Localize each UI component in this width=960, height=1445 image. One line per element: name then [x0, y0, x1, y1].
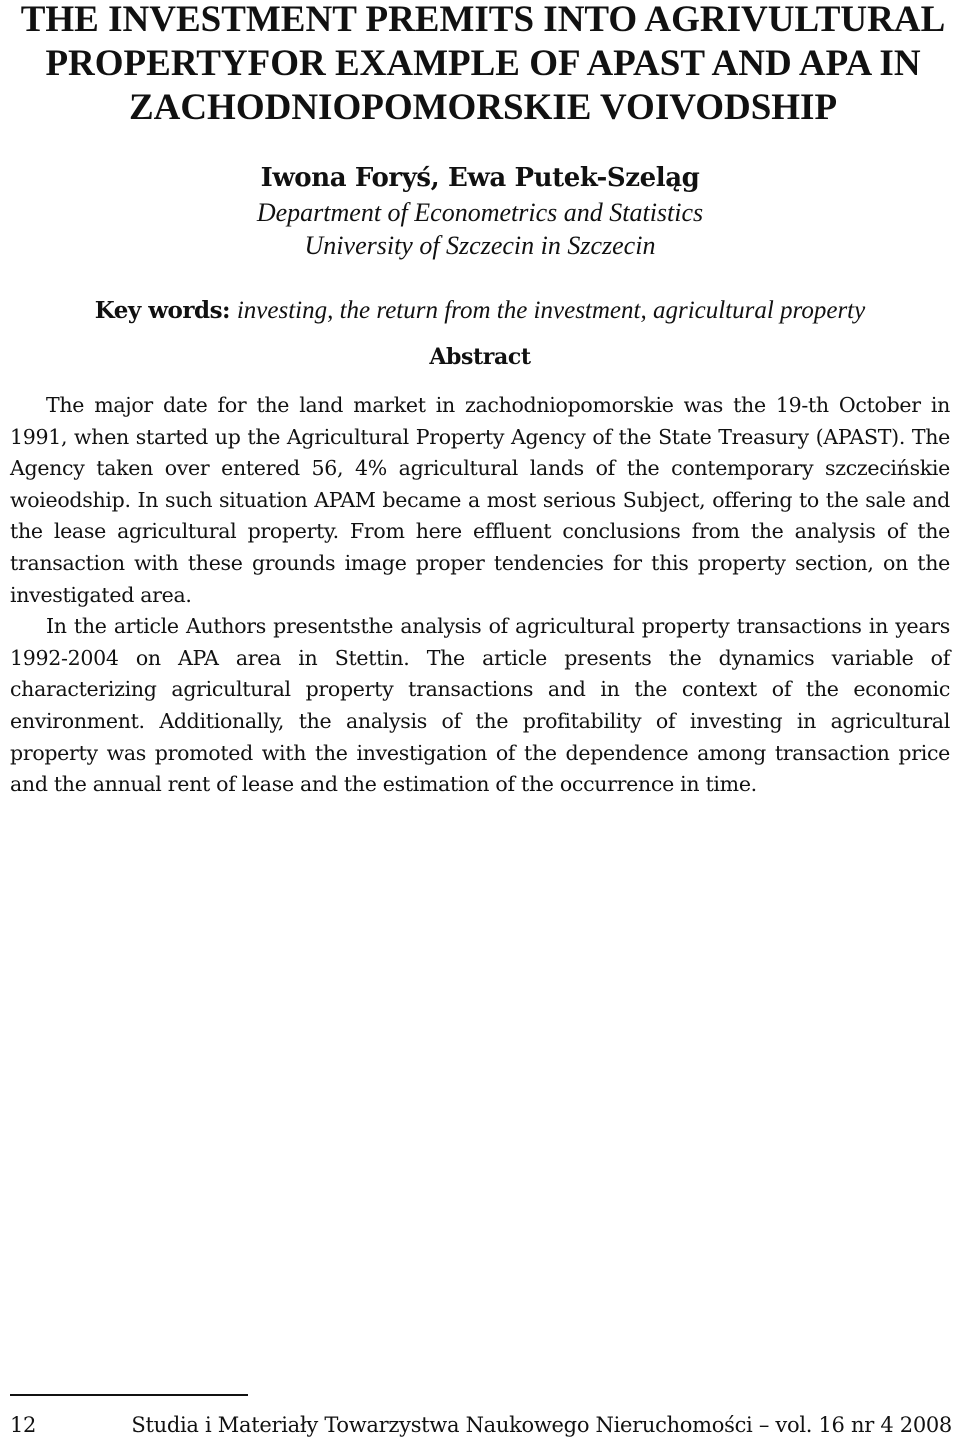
keywords-label: Key words:	[94, 297, 231, 324]
author-block	[0, 160, 960, 262]
abstract-heading: Abstract	[429, 344, 531, 370]
footer-divider	[10, 1394, 248, 1396]
page-number: 12	[10, 1413, 37, 1437]
journal-citation: Studia i Materiały Towarzystwa Naukowego Nieruchomości – vol. 16 nr 4 2008	[131, 1413, 952, 1437]
keywords-text: investing, the return from the investment, agricultural property	[236, 297, 866, 324]
affiliation-university: University of Szczecin in Szczecin	[304, 231, 656, 260]
keywords-line	[0, 296, 960, 326]
abstract-body	[10, 390, 950, 801]
abstract-paragraph: In the article Authors presentsthe analysis of agricultural property transactions in years 1992-2004 on APA area in Stettin. The article presents the dynamics variable of characterizing agricultural property transactions and in the context of the economic environment. Additionally, the analysis of the profitability of investing in agricultural property was promoted with the investigation of the dependence among transaction price and the annual rent of lease and the estimation of the occurrence in time.	[10, 614, 950, 797]
author-names: Iwona Foryś, Ewa Putek-Szeląg	[260, 163, 700, 193]
abstract-paragraph: The major date for the land market in zachodniopomorskie was the 19-th October in 1991, when started up the Agricultural Property Agency of the State Treasury (APAST). The Agency taken over entered 56, 4% agricultural lands of the contemporary szczecińskie woieodship. In such situation APAM became a most serious Subject, offering to the sale and the lease agricultural property. From here effluent conclusions from the analysis of the transaction with these grounds image proper tendencies for this property section, on the investigated area.	[10, 393, 950, 607]
paper-title: THE INVESTMENT PREMITS INTO AGRIVULTURAL PROPERTYFOR EXAMPLE OF APAST AND APA IN ZACHODNIOPOMORSKIE VOIVODSHIP	[20, 0, 946, 128]
affiliation-department: Department of Econometrics and Statistics	[256, 198, 704, 227]
